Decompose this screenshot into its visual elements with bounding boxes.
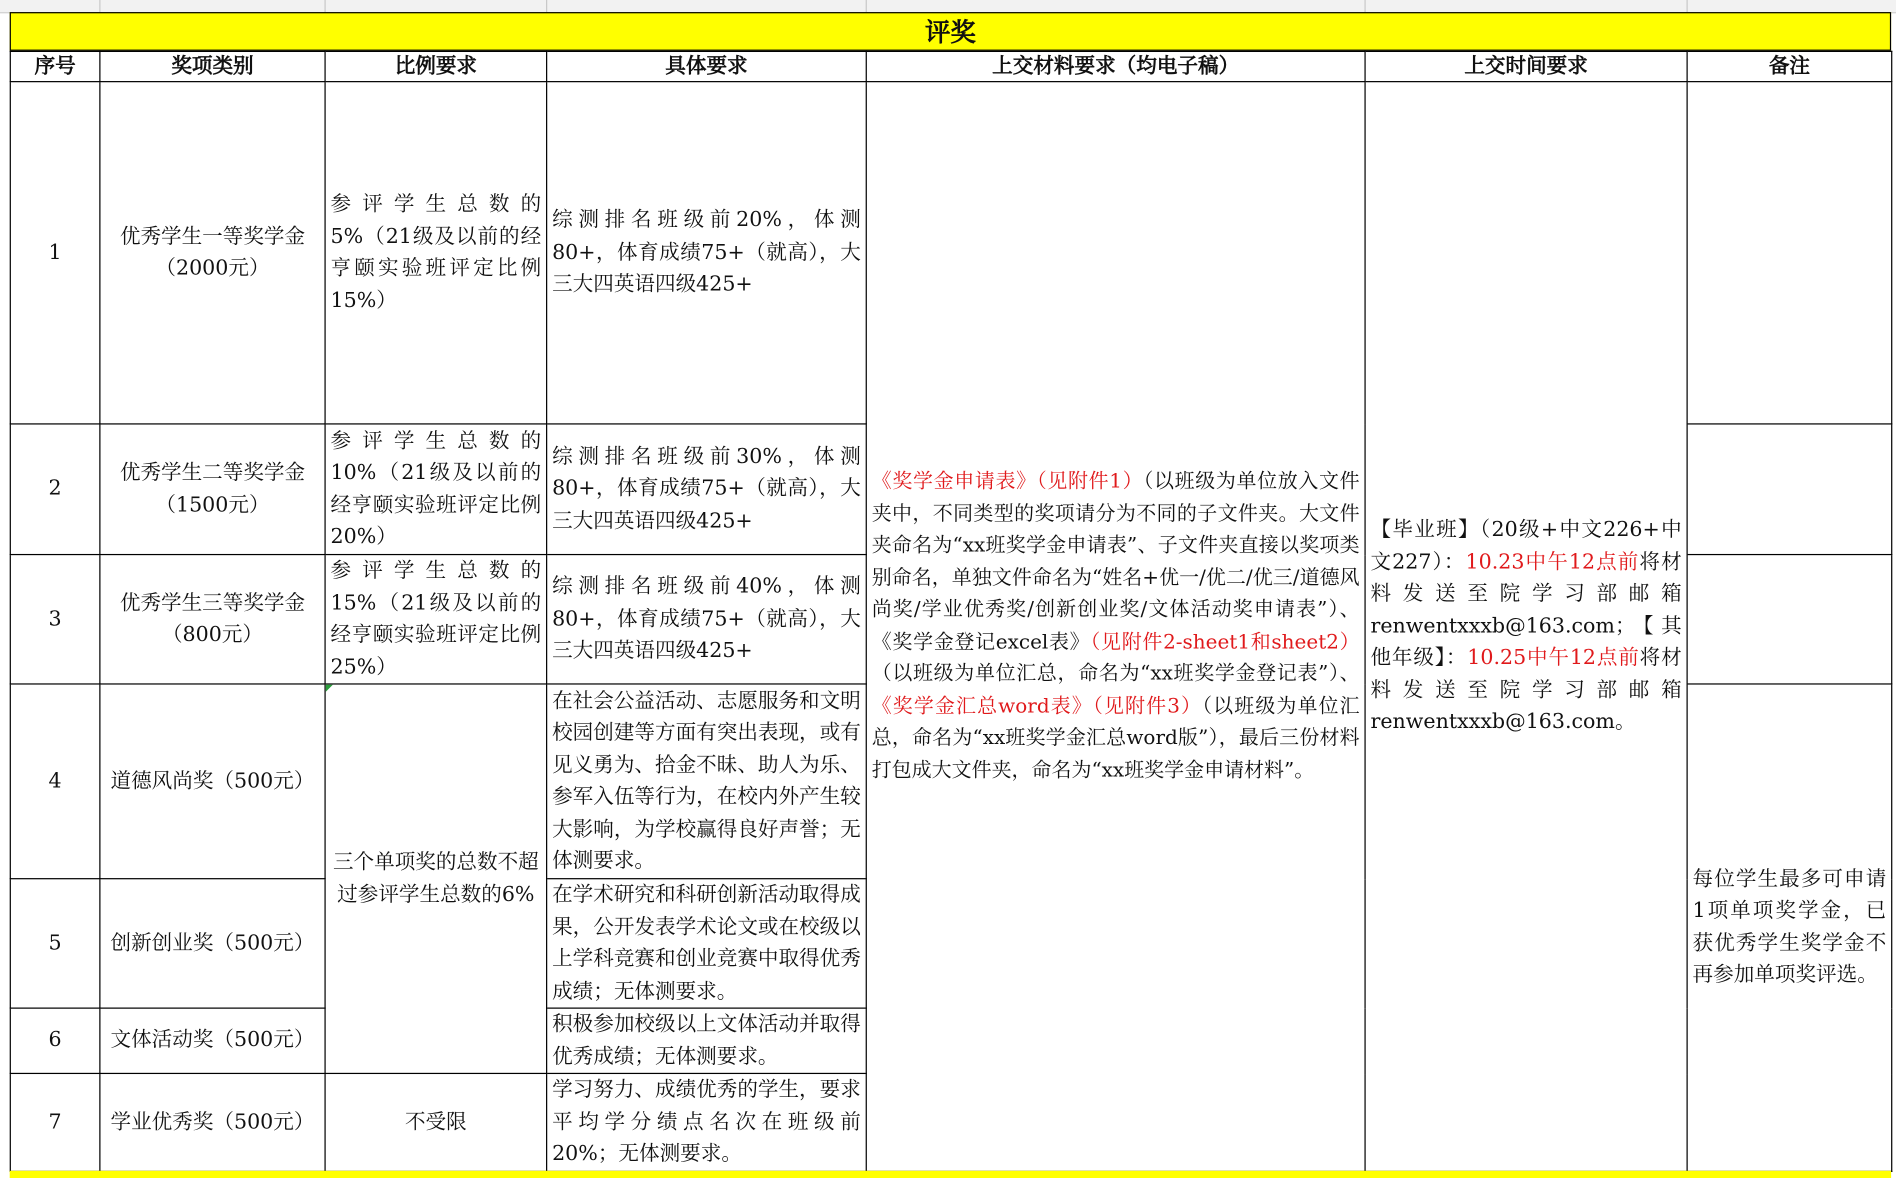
cell-category[interactable] xyxy=(100,555,325,684)
cell-requirement[interactable]: 综测排名班级前40%，体测80+，体育成绩75+（就高），大三大四英语四级425+ xyxy=(547,555,867,684)
header-cell-no[interactable]: 序号 xyxy=(10,51,100,81)
cell-remark[interactable] xyxy=(1687,82,1892,424)
cell-no[interactable]: 1 xyxy=(10,82,100,424)
cell-ratio[interactable]: 参评学生总数的15%（21级及以前的经亨颐实验班评定比例 25%） xyxy=(325,555,547,684)
category-amount: （1500元） xyxy=(155,492,270,518)
cell-requirement[interactable]: 在社会公益活动、志愿服务和文明校园创建等方面有突出表现，或有见义勇为、拾金不昧、助人为乐、参军入伍等行为，在校内外产生较大影响，为学校赢得良好声誉；无体测要求。 xyxy=(547,684,867,879)
cell-no[interactable]: 3 xyxy=(10,555,100,684)
cell-no[interactable]: 2 xyxy=(10,424,100,555)
deadline-date-graduating: 10.23中午12点前 xyxy=(1465,549,1640,574)
cell-category[interactable]: 道德风尚奖（500元） xyxy=(100,684,325,879)
materials-form-3: 《奖学金汇总word表》（见附件3） xyxy=(871,693,1203,717)
header-cell-category[interactable]: 奖项类别 xyxy=(100,51,325,81)
awards-table xyxy=(10,51,1893,1172)
category-amount: （800元） xyxy=(161,622,263,648)
cell-requirement[interactable]: 在学术研究和科研创新活动取得成果，公开发表学术论文或在校级以上学科竞赛和创业竞赛中取得优秀成绩；无体测要求。 xyxy=(547,879,867,1008)
deadline-text-3: 将材料发送至院学习部邮箱renwentxxxb@163.com。 xyxy=(1370,645,1682,735)
cell-category[interactable]: 创新创业奖（500元） xyxy=(100,879,325,1008)
materials-text-3: （以班级为单位汇总，命名为“xx班奖学金汇总word版”），最后三份材料打包成大文件夹，命名为“xx班奖学金申请材料”。 xyxy=(871,693,1360,782)
cell-requirement[interactable]: 综测排名班级前30%，体测80+，体育成绩75+（就高），大三大四英语四级425+ xyxy=(547,424,867,555)
cell-deadline[interactable] xyxy=(1365,82,1687,1171)
header-cell-requirement[interactable]: 具体要求 xyxy=(547,51,867,81)
deadline-text-2: 将材料发送至院学习部邮箱renwentxxxb@163.com；【其他年级】： xyxy=(1370,549,1682,671)
cell-remark[interactable] xyxy=(1687,424,1892,555)
header-row xyxy=(10,51,1891,81)
cell-no[interactable]: 7 xyxy=(10,1073,100,1170)
cell-ratio-single-awards[interactable]: 三个单项奖的总数不超过参评学生总数的6% xyxy=(325,684,547,1073)
cell-remark-single-awards[interactable]: 每位学生最多可申请1项单项奖学金，已获优秀学生奖学金不再参加单项奖评选。 xyxy=(1687,684,1892,1171)
materials-form-2: （见附件2-sheet1和sheet2） xyxy=(1090,629,1360,653)
cell-requirement[interactable]: 学习努力、成绩优秀的学生，要求平均学分绩点名次在班级前20%；无体测要求。 xyxy=(547,1073,867,1170)
cell-materials[interactable] xyxy=(866,82,1365,1171)
cell-ratio[interactable]: 参评学生总数的10%（21级及以前的经亨颐实验班评定比例 20%） xyxy=(325,424,547,555)
cell-category[interactable]: 学业优秀奖（500元） xyxy=(100,1073,325,1170)
cell-no[interactable]: 6 xyxy=(10,1008,100,1073)
cell-requirement[interactable]: 积极参加校级以上文体活动并取得优秀成绩；无体测要求。 xyxy=(547,1008,867,1073)
cell-ratio[interactable]: 参评学生总数的5%（21级及以前的经亨颐实验班评定比例15%） xyxy=(325,82,547,424)
table-row xyxy=(10,82,1891,424)
cell-ratio[interactable]: 不受限 xyxy=(325,1073,547,1170)
next-section-bar xyxy=(10,1171,1891,1178)
category-amount: （2000元） xyxy=(155,256,270,281)
cell-category[interactable]: 文体活动奖（500元） xyxy=(100,1008,325,1073)
cell-no[interactable]: 5 xyxy=(10,879,100,1008)
header-cell-ratio[interactable]: 比例要求 xyxy=(325,51,547,81)
header-cell-deadline[interactable]: 上交时间要求 xyxy=(1365,51,1687,81)
cell-category[interactable] xyxy=(100,424,325,555)
cell-category[interactable] xyxy=(100,82,325,424)
materials-text-1: （以班级为单位放入文件夹中，不同类型的奖项请分为不同的子文件夹。大文件夹命名为“xx班奖学金申请表”、子文件夹直接以奖项类别命名，单独文件命名为“姓名+优一/优二/优三/道德风尚奖/学业优秀奖/创新创业奖/文体活动奖申请表”）、《奖学金登记excel表》 xyxy=(871,469,1360,653)
cell-remark[interactable] xyxy=(1687,555,1892,684)
header-cell-materials[interactable]: 上交材料要求（均电子稿） xyxy=(866,51,1365,81)
materials-form-1: 《奖学金申请表》（见附件1） xyxy=(871,469,1144,493)
sheet-title[interactable]: 评奖 xyxy=(10,12,1891,51)
category-name: 优秀学生一等奖学金 xyxy=(119,224,306,249)
category-name: 优秀学生三等奖学金 xyxy=(119,590,306,616)
deadline-text-1: 【毕业班】（20级+中文226+中文227）： xyxy=(1370,517,1682,574)
cell-no[interactable]: 4 xyxy=(10,684,100,879)
cell-requirement[interactable]: 综测排名班级前20%，体测80+，体育成绩75+（就高），大三大四英语四级425+ xyxy=(547,82,867,424)
deadline-date-other: 10.25中午12点前 xyxy=(1467,645,1640,671)
category-name: 优秀学生二等奖学金 xyxy=(119,460,306,486)
materials-text-2: （以班级为单位汇总，命名为“xx班奖学金登记表”）、 xyxy=(871,661,1360,685)
header-cell-remark[interactable]: 备注 xyxy=(1687,51,1892,81)
